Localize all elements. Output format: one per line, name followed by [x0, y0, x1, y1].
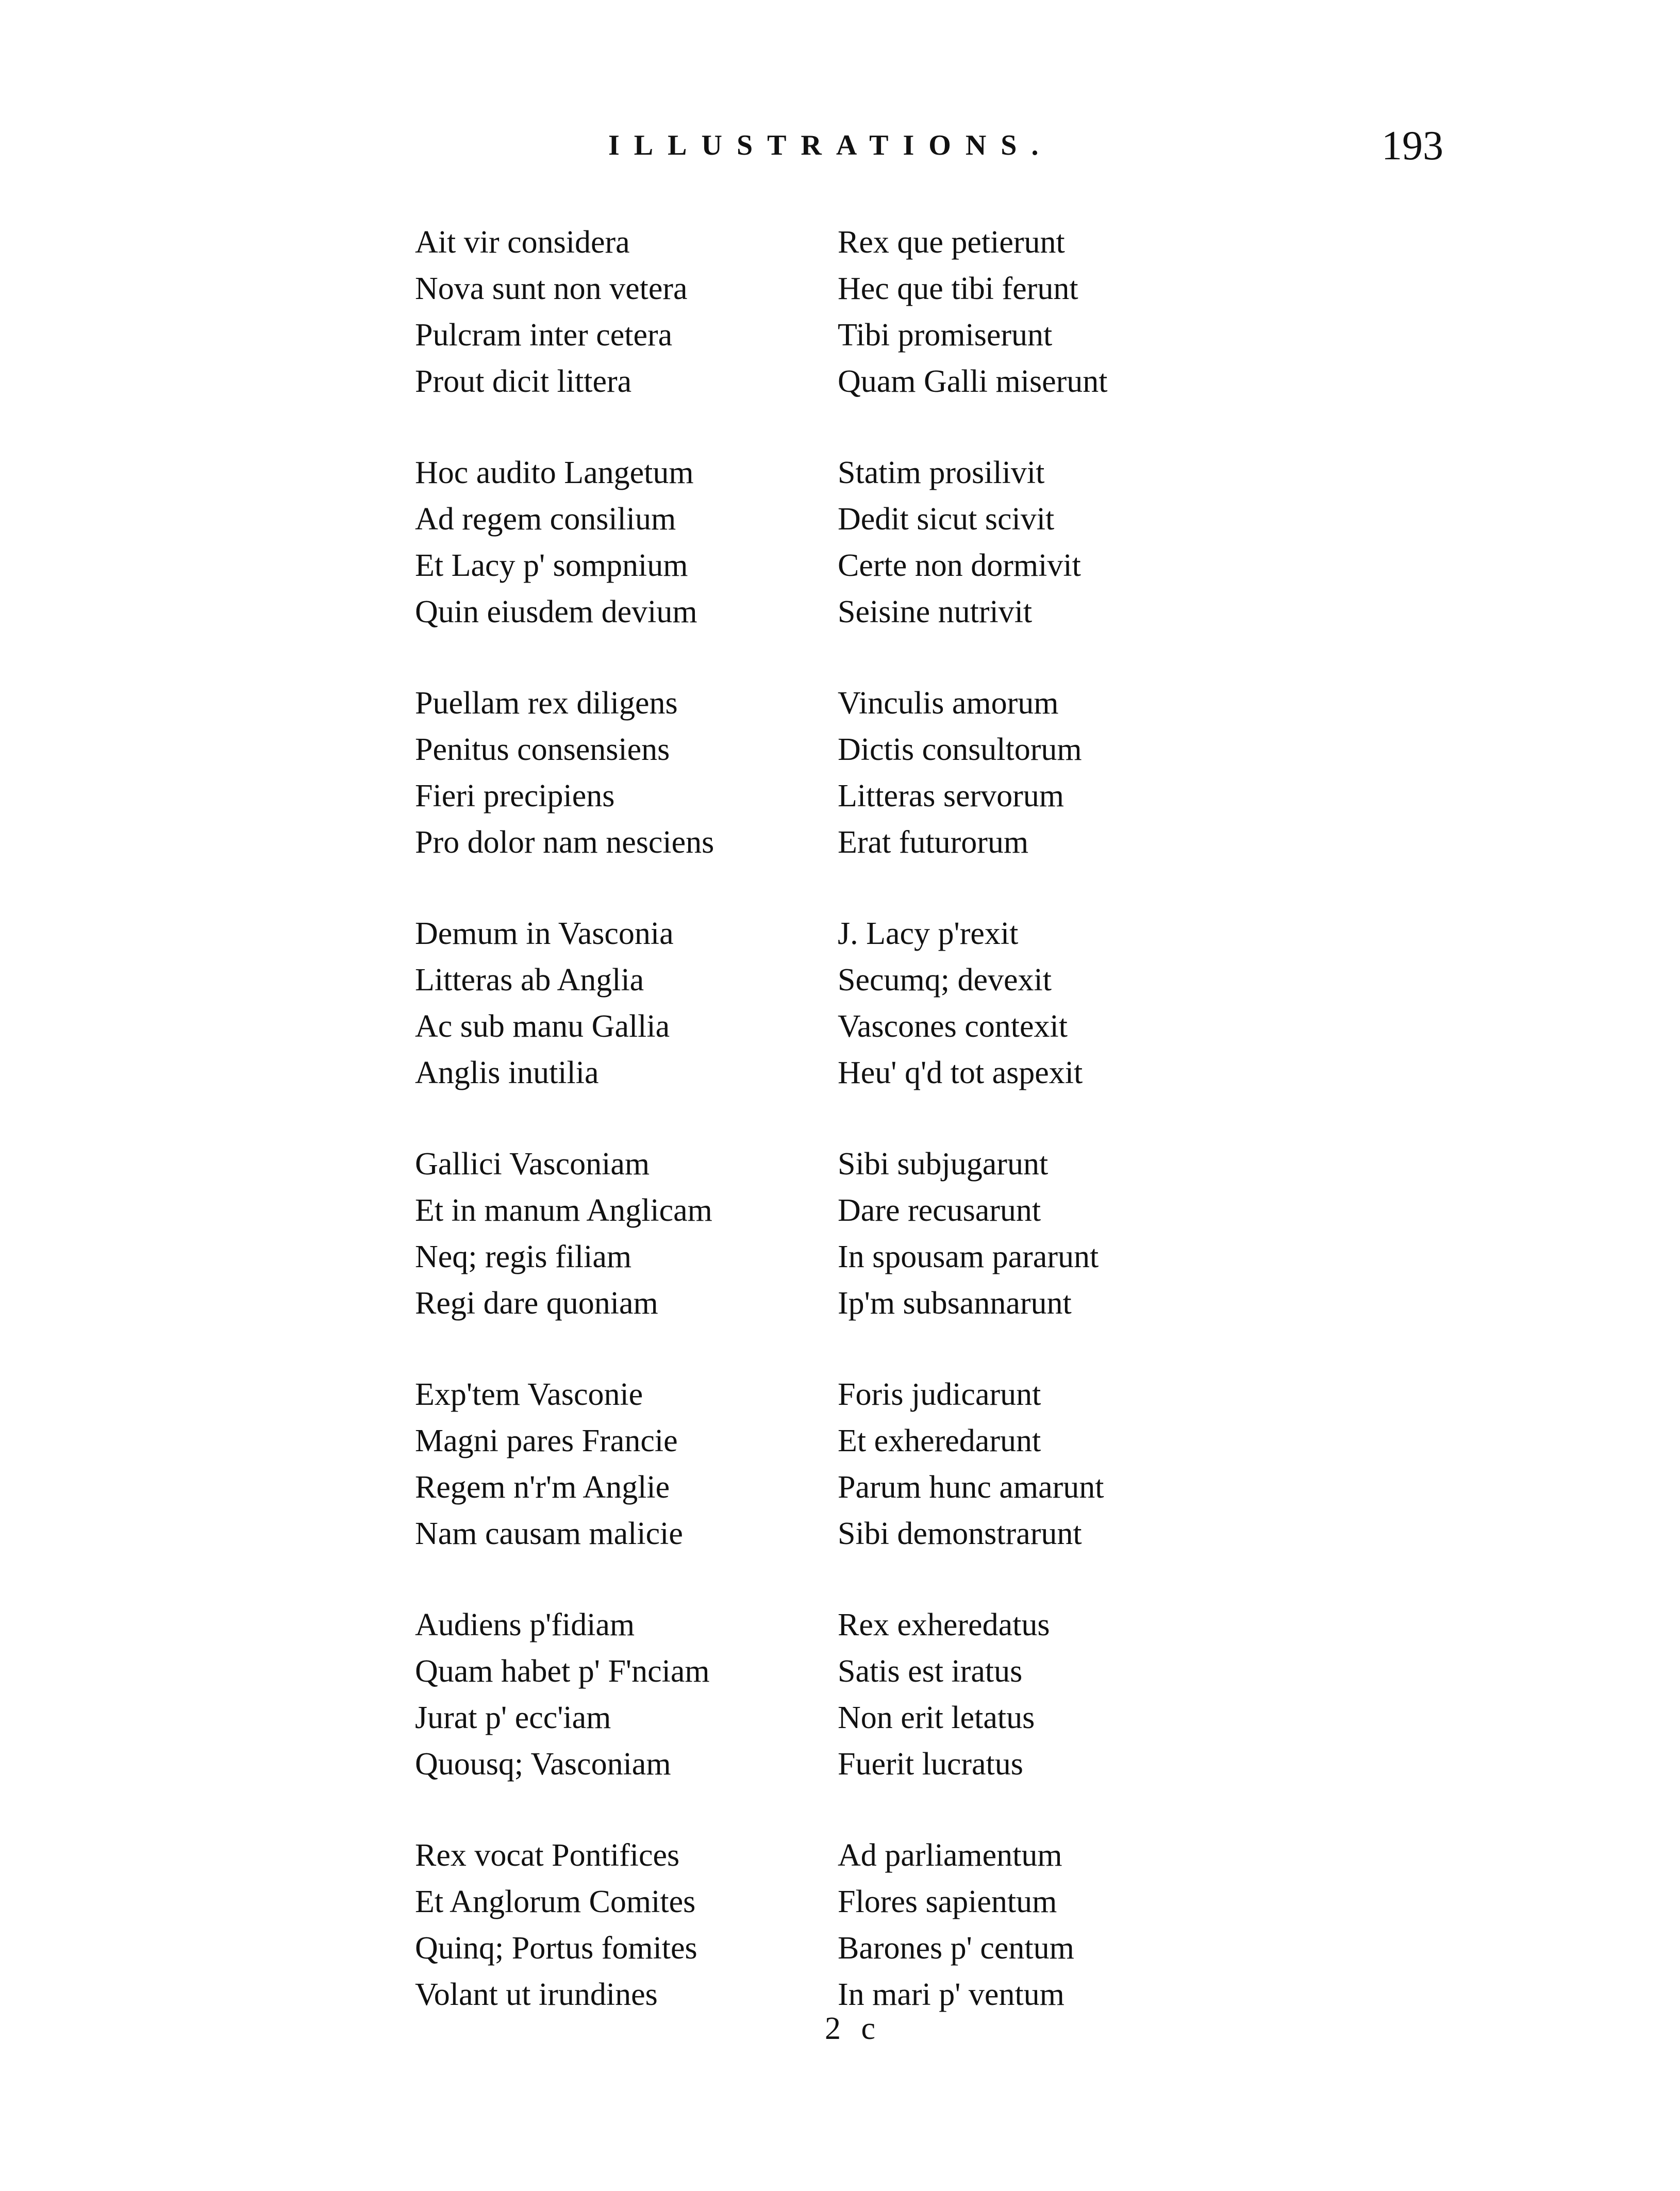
verse-line: J. Lacy p'rexit — [838, 916, 1019, 951]
verse-line: Pro dolor nam nesciens — [415, 825, 714, 860]
stanza — [415, 1141, 1188, 1326]
stanza-left-column — [415, 450, 838, 635]
stanza-right-column — [838, 1141, 1188, 1326]
verse-line: Gallici Vasconiam — [415, 1147, 650, 1182]
verse-line: Et Anglorum Comites — [415, 1884, 696, 1919]
stanza — [415, 1602, 1188, 1787]
verse-line: Litteras ab Anglia — [415, 962, 644, 998]
stanza — [415, 450, 1188, 635]
verse-line: Hec que tibi ferunt — [838, 271, 1078, 306]
verse-line: Anglis inutilia — [415, 1055, 599, 1090]
verse-line: Ait vir considera — [415, 225, 630, 260]
verse-line: Tibi promiserunt — [838, 318, 1053, 353]
verse-line: Secumq; devexit — [838, 962, 1052, 998]
verse-line: Demum in Vasconia — [415, 916, 674, 951]
verse-line: Puellam rex diligens — [415, 686, 678, 721]
verse-line: Regem n'r'm Anglie — [415, 1470, 670, 1505]
verse-line: Certe non dormivit — [838, 548, 1081, 583]
verse-line: Quin eiusdem devium — [415, 594, 697, 629]
verse-line: Sibi demonstrarunt — [838, 1516, 1082, 1551]
verse-line: Dare recusarunt — [838, 1193, 1041, 1228]
verse-line: Vinculis amorum — [838, 686, 1059, 721]
page-number: 193 — [1382, 123, 1443, 169]
stanza-left-column — [415, 1602, 838, 1787]
verse-line: Erat futurorum — [838, 825, 1029, 860]
stanza-left-column — [415, 1141, 838, 1326]
verse-line: Satis est iratus — [838, 1654, 1023, 1689]
signature-mark: 2 c — [825, 2011, 882, 2046]
verse-line: Parum hunc amarunt — [838, 1470, 1104, 1505]
verse-line: In spousam pararunt — [838, 1239, 1099, 1274]
verse-line: Barones p' centum — [838, 1931, 1074, 1966]
stanza — [415, 680, 1188, 866]
verse-line: Prout dicit littera — [415, 364, 632, 399]
verse-line: In mari p' ventum — [838, 1977, 1064, 2012]
stanza-right-column — [838, 219, 1188, 405]
verse-line: Regi dare quoniam — [415, 1286, 658, 1321]
verse-line: Foris judicarunt — [838, 1377, 1041, 1412]
verse-line: Audiens p'fidiam — [415, 1607, 635, 1642]
verse-line: Statim prosilivit — [838, 455, 1045, 490]
verse-line: Exp'tem Vasconie — [415, 1377, 643, 1412]
verse-line: Seisine nutrivit — [838, 594, 1033, 629]
stanza-right-column — [838, 1371, 1188, 1557]
verse-line: Hoc audito Langetum — [415, 455, 694, 490]
verse-line: Heu' q'd tot aspexit — [838, 1055, 1083, 1090]
verse-line: Sibi subjugarunt — [838, 1147, 1049, 1182]
verse-line: Rex vocat Pontifices — [415, 1838, 680, 1873]
verse-line: Jurat p' ecc'iam — [415, 1700, 611, 1735]
verse-line: Quam Galli miserunt — [838, 364, 1108, 399]
verse-line: Flores sapientum — [838, 1884, 1057, 1919]
verse-line: Ac sub manu Gallia — [415, 1009, 670, 1044]
verse-line: Nam causam malicie — [415, 1516, 683, 1551]
stanza-left-column — [415, 219, 838, 405]
stanza — [415, 219, 1188, 405]
stanza-right-column — [838, 450, 1188, 635]
verse-line: Fieri precipiens — [415, 778, 615, 814]
verse-line: Quousq; Vasconiam — [415, 1747, 671, 1782]
verse-line: Rex que petierunt — [838, 225, 1065, 260]
verse-line: Penitus consensiens — [415, 732, 670, 767]
stanza — [415, 1832, 1188, 2018]
stanza-left-column — [415, 1832, 838, 2018]
verse-line: Nova sunt non vetera — [415, 271, 688, 306]
stanza — [415, 910, 1188, 1096]
verse-line: Vascones contexit — [838, 1009, 1068, 1044]
verse-line: Dictis consultorum — [838, 732, 1082, 767]
verse-line: Quam habet p' F'nciam — [415, 1654, 710, 1689]
verse-line: Et in manum Anglicam — [415, 1193, 712, 1228]
stanza-left-column — [415, 1371, 838, 1557]
stanza-right-column — [838, 1832, 1188, 2018]
stanza-right-column — [838, 910, 1188, 1096]
stanza-right-column — [838, 680, 1188, 866]
verse-line: Pulcram inter cetera — [415, 318, 673, 353]
verse-line: Quinq; Portus fomites — [415, 1931, 697, 1966]
verse-line: Non erit letatus — [838, 1700, 1035, 1735]
stanza-right-column — [838, 1602, 1188, 1787]
verse-line: Magni pares Francie — [415, 1423, 678, 1458]
verse-line: Fuerit lucratus — [838, 1747, 1023, 1782]
verse-line: Neq; regis filiam — [415, 1239, 632, 1274]
verse-line: Litteras servorum — [838, 778, 1064, 814]
verse-line: Ad regem consilium — [415, 502, 676, 537]
stanza — [415, 1371, 1188, 1557]
verse-line: Et exheredarunt — [838, 1423, 1041, 1458]
poem-body — [415, 219, 1188, 2063]
verse-line: Et Lacy p' sompnium — [415, 548, 688, 583]
stanza-left-column — [415, 910, 838, 1096]
verse-line: Rex exheredatus — [838, 1607, 1050, 1642]
stanza-left-column — [415, 680, 838, 866]
verse-line: Ip'm subsannarunt — [838, 1286, 1072, 1321]
verse-line: Dedit sicut scivit — [838, 502, 1055, 537]
verse-line: Ad parliamentum — [838, 1838, 1062, 1873]
verse-line: Volant ut irundines — [415, 1977, 658, 2012]
running-head: ILLUSTRATIONS. — [608, 129, 1053, 161]
